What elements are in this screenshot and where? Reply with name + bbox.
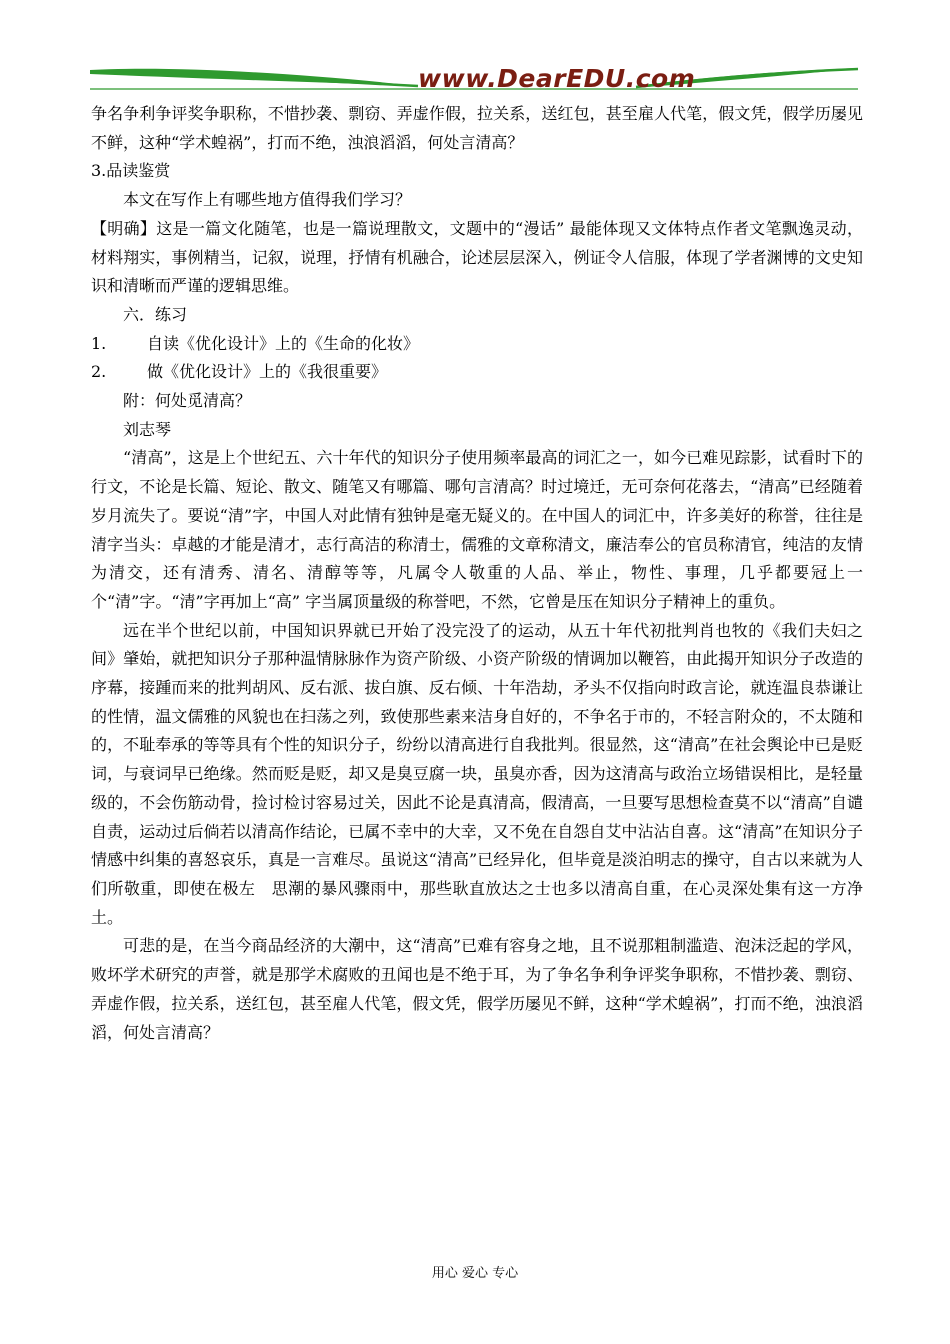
exercise-number: 1.: [91, 333, 107, 353]
question-paragraph: 本文在写作上有哪些地方值得我们学习？: [123, 190, 412, 210]
appendix-paragraph: 远在半个世纪以前，中国知识界就已开始了没完没了的运动，从五十年代初批判肖也牧的《我们夫妇之间》肇始，就把知识分子那种温情脉脉作为资产阶级、小资产阶级的情调加以鞭笞，由此揭开知识分子改造的序幕，接踵而来的批判胡风、反右派、拔白旗、反右倾、十年浩劫，矛头不仅指向时政言论，就连温良恭谦让的性情，温文儒雅的风貌也在扫荡之列，致使那些素来洁身自好的，不争名于市的，不轻言附众的，不太随和的，不耻奉承的等等具有个性的知识分子，纷纷以清高进行自我批判。很显然，这“清高”在社会舆论中已是贬词，与衰词早已绝缘。然而贬是贬，却又是臭豆腐一块，虽臭亦香，因为这清高与政治立场错误相比，是轻量级的，不会伤筋动骨，捡讨检讨容易过关，因此不论是真清高，假清高，一旦要写思想检查莫不以“清高”自谴自责，运动过后倘若以清高作结论，已属不幸中的大幸，又不免在自怨自艾中沾沾自喜。这“清高”在知识分子情感中纠集的喜怒哀乐，真是一言难尽。虽说这“清高”已经异化，但毕竟是淡泊明志的操守，自古以来就为人们所敬重，即使在极左 思潮的暴风骤雨中，那些耿直放达之士也多以清高自重，在心灵深处集有这一方净土。: [91, 620, 863, 927]
exercise-number: 2.: [91, 362, 107, 382]
appendix-paragraph: “清高”，这是上个世纪五、六十年代的知识分子使用频率最高的词汇之一，如今已难见踪影，试看时下的行文，不论是长篇、短论、散文、随笔又有哪篇、哪句言清高？时过境迁，无可奈何花落去，“清高”已经随着岁月流失了。要说“清”字，中国人对此情有独钟是毫无疑义的。在中国人的词汇中，许多美好的称誉，往往是清字当头：卓越的才能是清才，志行高洁的称清士，儒雅的文章称清文，廉洁奉公的官员称清官，纯洁的友情为清交，还有清秀、清名、清醇等等，凡属令人敬重的人品、举止，物性、事理，几乎都要冠上一个“清”字。“清”字再加上“高” 字当属顶量级的称誉吧，不然，它曾是压在知识分子精神上的重负。: [91, 448, 863, 611]
section-heading-appreciation: 3.品读鉴赏: [91, 161, 171, 181]
exercise-item: [91, 358, 863, 387]
answer-paragraph: 【明确】这是一篇文化随笔，也是一篇说理散文，文题中的“漫话” 最能体现又文体特点作者文笔飘逸灵动，材料翔实，事例精当，记叙，说理，抒情有机融合，论述层层深入，例证令人信服，体现了学者渊博的文史知识和清晰而严谨的逻辑思维。: [91, 218, 863, 296]
exercise-text: 做《优化设计》上的《我很重要》: [147, 362, 388, 382]
site-header: [88, 60, 860, 100]
appendix-paragraph: 可悲的是，在当今商品经济的大潮中，这“清高”已难有容身之地，且不说那粗制滥造、泡沫泛起的学风，败坏学术研究的声誉，就是那学术腐败的丑闻也是不绝于耳，为了争名争利争评奖争职称，不惜抄袭、剽窃、弄虚作假，拉关系，送红包，甚至雇人代笔，假文凭，假学历屡见不鲜，这种“学术蝗祸”，打而不绝，浊浪滔滔，何处言清高？: [91, 936, 863, 1042]
section-heading-exercise: 六．练习: [123, 304, 188, 324]
exercise-item: [91, 330, 863, 359]
paragraph-continued: 争名争利争评奖争职称，不惜抄袭、剽窃、弄虚作假，拉关系，送红包，甚至雇人代笔，假文凭，假学历屡见不鲜，这种“学术蝗祸”，打而不绝，浊浪滔滔，何处言清高？: [91, 104, 863, 152]
article-body: [91, 100, 863, 1047]
exercise-text: 自读《优化设计》上的《生命的化妆》: [147, 333, 420, 353]
appendix-title: 附：何处觅清高？: [123, 391, 252, 411]
page-footer: 用心 爱心 专心: [431, 1266, 519, 1281]
site-logo[interactable]: www.DearEDU.com: [418, 64, 696, 93]
appendix-author: 刘志琴: [123, 419, 172, 439]
